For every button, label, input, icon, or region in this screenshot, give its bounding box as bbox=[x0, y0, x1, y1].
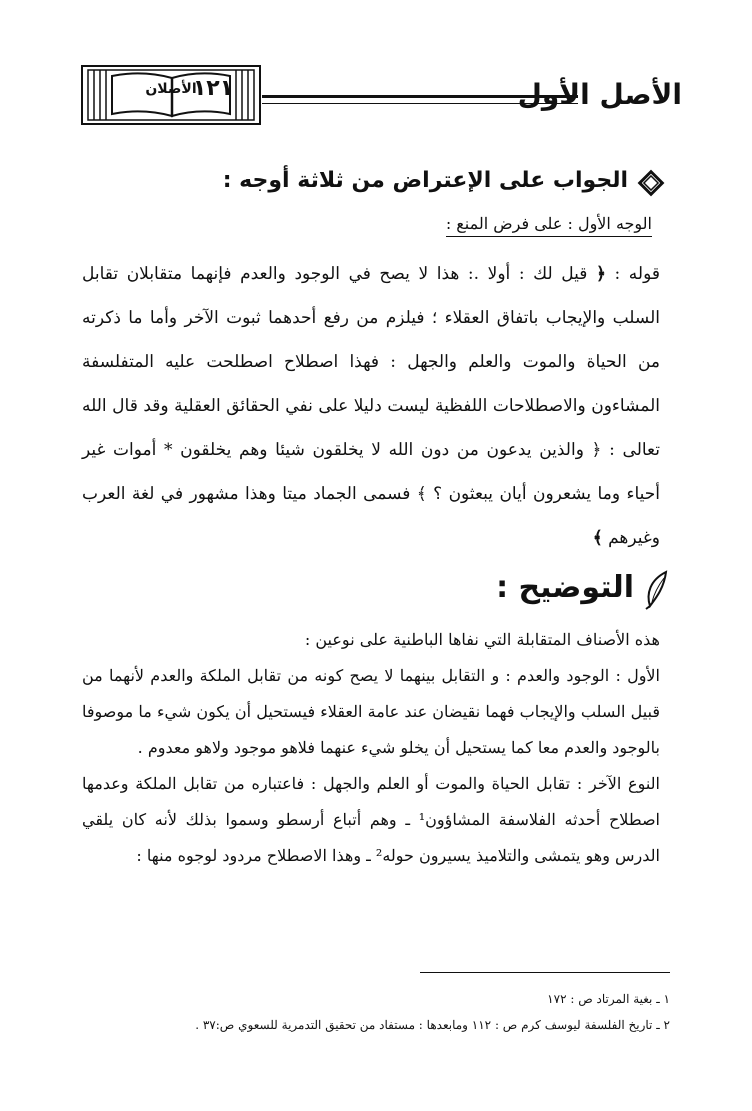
quoted-passage bbox=[82, 252, 660, 560]
chapter-title: الأصل الأول bbox=[517, 78, 682, 111]
clarification-heading: التوضيح : bbox=[496, 570, 634, 605]
diamond-ornament-icon bbox=[636, 168, 666, 198]
footnotes bbox=[70, 986, 670, 1038]
footnote: ١ ـ بغية المرتاد ص : ١٧٢ bbox=[547, 992, 670, 1006]
page-number: ١٢١ bbox=[192, 76, 234, 101]
footnote-rule bbox=[420, 972, 670, 973]
clarification-body bbox=[82, 622, 660, 874]
book-label: الأصلان bbox=[145, 81, 197, 97]
quote-text: قيل لك : أولا .: هذا لا يصح في الوجود والعدم فإنهما متقابلان تقابل السلب والإيجاب باتفاق العقلاء ؛ فيلزم من رفع أحدهما ثبوت الآخر وأما ما ذكرته من الحياة والموت والعلم والجهل : فهذا اصطلاح اصطلحت عليه المتفلسفة المشاءون والاصطلاحات اللفظية ليست دليلا على نفي الحقائق العقلية وقد قال الله تعالى : ﴿ والذين يدعون من دون الله لا يخلقون شيئا وهم يخلقون * أموات غير أحياء وما يشعرون أيان يبعثون ؟ ﴾ فسمى الجماد ميتا وهذا مشهور في لغة العرب وغيرهم bbox=[82, 264, 660, 548]
header-rule bbox=[262, 95, 578, 104]
body-paragraph: الأول : الوجود والعدم : و التقابل بينهما لا يصح كونه من تقابل الملكة والعدم لأنهما من قبيل السلب والإيجاب فهما نقيضان عند عامة العقلاء فيستحيل أن يكون شيء ما موصوفا بالوجود والعدم معا كما يستحيل أن يخلو شيء عنهما فلاهو موجود ولاهو معدوم . bbox=[82, 666, 660, 757]
footnote: ٢ ـ تاريخ الفلسفة ليوسف كرم ص : ١١٢ ومابعدها : مستفاد من تحقيق التدمرية للسعوي ص:٣٧ . bbox=[195, 1018, 670, 1032]
section-heading: الجواب على الإعتراض من ثلاثة أوجه : bbox=[222, 168, 628, 193]
quote-open-bracket: ﴿ bbox=[595, 264, 606, 284]
page-number-frame bbox=[80, 62, 262, 128]
quill-icon bbox=[640, 570, 674, 610]
section-subheading: الوجه الأول : على فرض المنع : bbox=[446, 214, 652, 237]
body-paragraph: هذه الأصناف المتقابلة التي نفاها الباطنية على نوعين : bbox=[304, 630, 660, 649]
body-paragraph: النوع الآخر : تقابل الحياة والموت أو العلم والجهل : فاعتباره من تقابل الملكة وعدمها اصطلاح أحدثه الفلاسفة المشاؤون¹ ـ وهم أتباع أرسطو وسموا بذلك لأنه كان يلقي الدرس وهو يتمشى والتلاميذ يسيرون حوله² ـ وهذا الاصطلاح مردود لوجوه منها : bbox=[82, 774, 660, 865]
quote-label: قوله : bbox=[614, 264, 660, 284]
quote-close-bracket: ﴾ bbox=[592, 528, 603, 548]
